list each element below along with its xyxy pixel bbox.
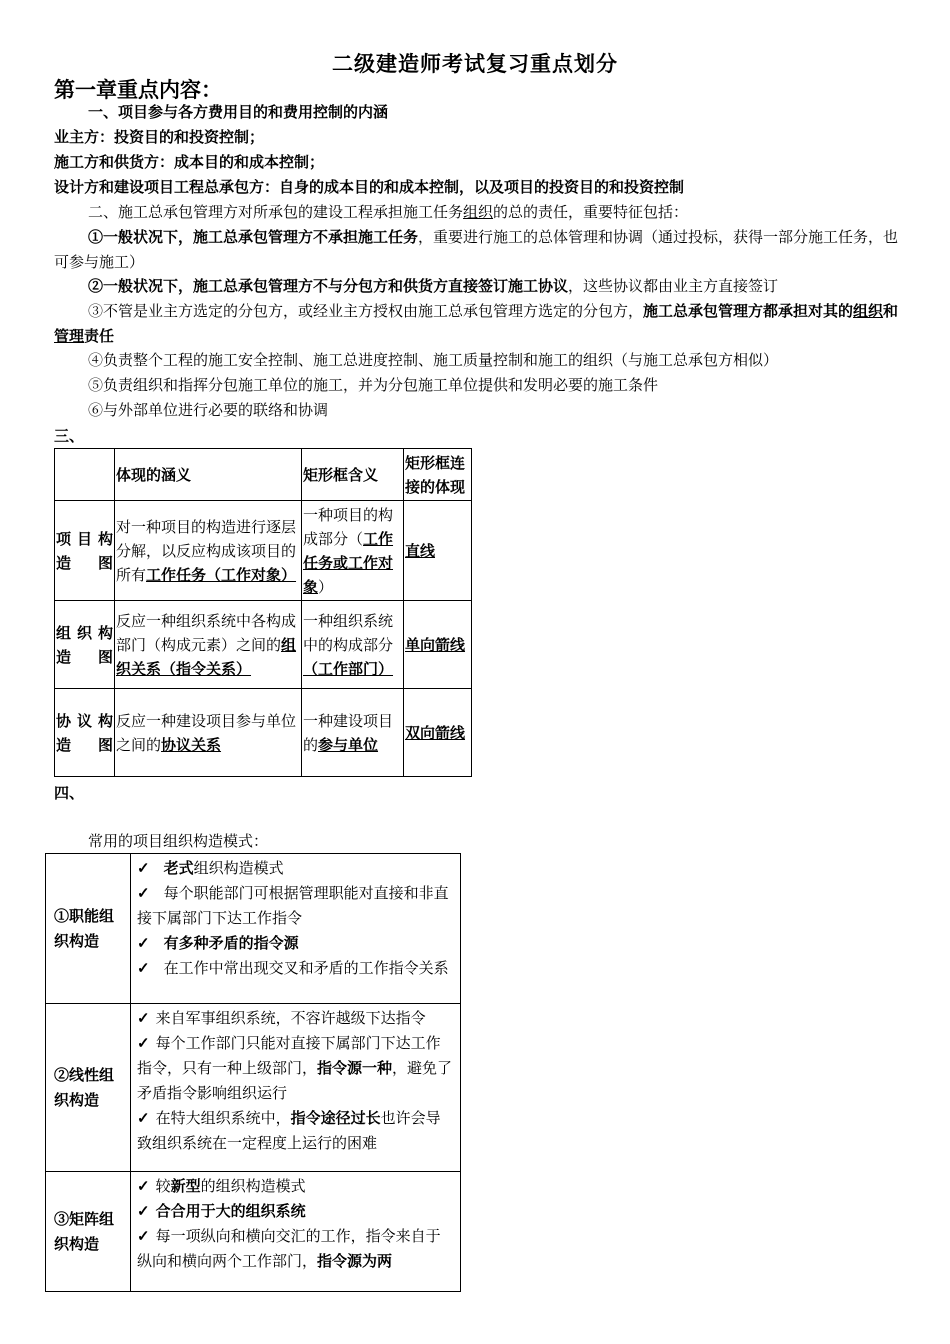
list-item <box>137 1224 454 1274</box>
section1-line-contractor: 施工方和供货方：成本目的和成本控制； <box>54 153 325 171</box>
point3-underlined-a: 组织 <box>853 302 884 320</box>
check-icon: ✓ <box>137 859 150 877</box>
item-bold: 指令途径过长 <box>290 1109 381 1127</box>
list-item <box>137 931 454 956</box>
row-name: ②线性组织构造 <box>46 1004 131 1172</box>
point2-rest: ，这些协议都由业主方直接签订 <box>568 277 779 295</box>
structure-diagram-table <box>54 448 472 777</box>
section1-line-owner: 业主方：投资目的和投资控制； <box>54 128 265 146</box>
check-icon: ✓ <box>137 1227 150 1245</box>
header-cell-empty <box>55 449 115 501</box>
list-item <box>137 856 454 881</box>
org-structure-table <box>45 853 461 1292</box>
point3-bold-c: 责任 <box>84 327 115 345</box>
row-content <box>131 854 461 1004</box>
list-item <box>137 1174 454 1199</box>
section2-heading-text-b: 的总的责任，重要特征包括： <box>493 203 689 221</box>
section2-heading <box>54 200 904 225</box>
row-content <box>131 1172 461 1292</box>
check-icon: ✓ <box>137 884 150 902</box>
row-box-meaning <box>302 689 404 777</box>
table-row <box>46 854 461 1004</box>
table-row <box>46 1172 461 1292</box>
row-meaning-text: 反应一种建设项目参与单位之间的 <box>116 711 297 754</box>
row-name: ①职能组织构造 <box>46 854 131 1004</box>
row-box-tail: ） <box>318 577 334 596</box>
item-text: 每个工作部门只能对直接下属部门下达工作指令，只有一种上级部门， <box>137 1034 441 1077</box>
table-row <box>55 501 472 601</box>
row-box-key: 工作任务或工作对象 <box>303 529 394 596</box>
header-cell-meaning: 体现的涵义 <box>115 449 302 501</box>
list-item <box>137 1199 454 1224</box>
check-icon: ✓ <box>137 934 150 952</box>
item-bold: 新型 <box>170 1177 201 1195</box>
item-text: 组织构造模式 <box>193 859 284 877</box>
point3-rest: ③不管是业主方选定的分包方，或经业主方授权由施工总承包管理方选定的分包方， <box>88 302 644 320</box>
table-row <box>55 689 472 777</box>
item-text: 有多种矛盾的指令源 <box>163 934 299 952</box>
row-content <box>131 1004 461 1172</box>
table-header-row <box>55 449 472 501</box>
item-text: 在工作中常出现交叉和矛盾的工作指令关系 <box>163 959 449 977</box>
list-item <box>137 956 454 981</box>
table-row <box>46 1004 461 1172</box>
check-icon: ✓ <box>137 1109 150 1127</box>
table-row <box>55 601 472 689</box>
section1-heading: 一、项目参与各方费用目的和费用控制的内涵 <box>88 103 389 121</box>
row-meaning-key: 协议关系 <box>161 735 222 754</box>
point1-bold: ①一般状况下，施工总承包管理方不承担施工任务 <box>88 228 419 246</box>
row-box-meaning <box>302 501 404 601</box>
row-meaning <box>115 501 302 601</box>
list-item <box>137 1006 454 1031</box>
row-box-key: （工作部门） <box>303 659 394 678</box>
document-title: 二级建造师考试复习重点划分 <box>332 51 618 76</box>
list-item <box>137 881 454 931</box>
item-text-tail: 也许会导致组织系统在一定程度上运行的困难 <box>137 1109 441 1152</box>
item-text: 合合用于大的组织系统 <box>155 1202 306 1220</box>
row-box-meaning <box>302 601 404 689</box>
chapter-title: 第一章重点内容： <box>54 77 222 102</box>
point3-underlined-b: 管理 <box>54 327 85 345</box>
point2-bold: ②一般状况下，施工总承包管理方不与分包方和供货方直接签订施工协议 <box>88 277 569 295</box>
section1-line-designer: 设计方和建设项目工程总承包方：自身的成本目的和成本控制，以及项目的投资目的和投资控制 <box>54 178 685 196</box>
row-meaning-text: 反应一种组织系统中各构成部门（构成元素）之间的 <box>116 611 297 654</box>
row-box-text: 一种组织系统中的构成部分 <box>303 611 394 654</box>
row-meaning-key: 工作任务（工作对象） <box>146 565 297 584</box>
check-icon: ✓ <box>137 1177 150 1195</box>
section2-point-4: ④负责整个工程的施工安全控制、施工总进度控制、施工质量控制和施工的组织（与施工总承包方相似） <box>88 351 779 369</box>
section2-heading-underlined: 组织 <box>463 203 494 221</box>
item-bold: 指令源一种 <box>317 1059 393 1077</box>
section3-label: 三、 <box>54 427 85 445</box>
row-box-key: 参与单位 <box>318 735 379 754</box>
section4-intro: 常用的项目组织构造模式： <box>88 832 269 850</box>
row-link-type: 单向箭线 <box>404 601 472 689</box>
row-meaning-text: 对一种项目的构造进行逐层分解，以反应构成该项目的所有 <box>116 517 297 584</box>
item-bold: 老式 <box>163 859 194 877</box>
row-link-type: 双向箭线 <box>404 689 472 777</box>
section2-point-2 <box>54 274 904 299</box>
section4-label: 四、 <box>54 784 85 802</box>
header-cell-box-meaning: 矩形框含义 <box>302 449 404 501</box>
item-text: 来自军事组织系统，不容许越级下达指令 <box>155 1009 426 1027</box>
check-icon: ✓ <box>137 1009 150 1027</box>
section2-heading-text-a: 二、施工总承包管理方对所承包的建设工程承担施工任务 <box>88 203 464 221</box>
check-icon: ✓ <box>137 1034 150 1052</box>
row-name: 组织构造图 <box>55 601 115 689</box>
section2-point-5: ⑤负责组织和指挥分包施工单位的施工，并为分包施工单位提供和发明必要的施工条件 <box>88 376 659 394</box>
row-meaning <box>115 689 302 777</box>
item-text-tail: ，避免了矛盾指令影响组织运行 <box>137 1059 453 1102</box>
point3-bold-a: 施工总承包管理方都承担对其的 <box>643 302 854 320</box>
row-meaning <box>115 601 302 689</box>
point1-rest: ，重要进行施工的总体管理和协调（通过投标，获得一部分施工任务，也可参与施工） <box>54 228 899 271</box>
item-text: 每个职能部门可根据管理职能对直接和非直接下属部门下达工作指令 <box>137 884 449 927</box>
section2-point-1 <box>54 225 904 275</box>
row-box-text: 一种建设项目的 <box>303 711 394 754</box>
item-text-tail: 的组织构造模式 <box>200 1177 306 1195</box>
item-text: 较 <box>155 1177 171 1195</box>
row-name: 项目构造图 <box>55 501 115 601</box>
row-name: ③矩阵组织构造 <box>46 1172 131 1292</box>
check-icon: ✓ <box>137 1202 150 1220</box>
row-box-text: 一种项目的构成部分（ <box>303 505 394 548</box>
item-text: 每一项纵向和横向交汇的工作，指令来自于纵向和横向两个工作部门， <box>137 1227 441 1270</box>
point3-bold-b: 和 <box>883 302 899 320</box>
header-cell-box-link: 矩形框连接的体现 <box>404 449 472 501</box>
item-text: 在特大组织系统中， <box>155 1109 291 1127</box>
check-icon: ✓ <box>137 959 150 977</box>
section2-point-6: ⑥与外部单位进行必要的联络和协调 <box>88 401 329 419</box>
item-bold: 指令源为两 <box>317 1252 393 1270</box>
row-name: 协议构造图 <box>55 689 115 777</box>
row-link-type: 直线 <box>404 501 472 601</box>
row-meaning-key: 组织关系（指令关系） <box>116 635 297 678</box>
list-item <box>137 1031 454 1106</box>
list-item <box>137 1106 454 1156</box>
section2-point-3 <box>54 299 904 349</box>
